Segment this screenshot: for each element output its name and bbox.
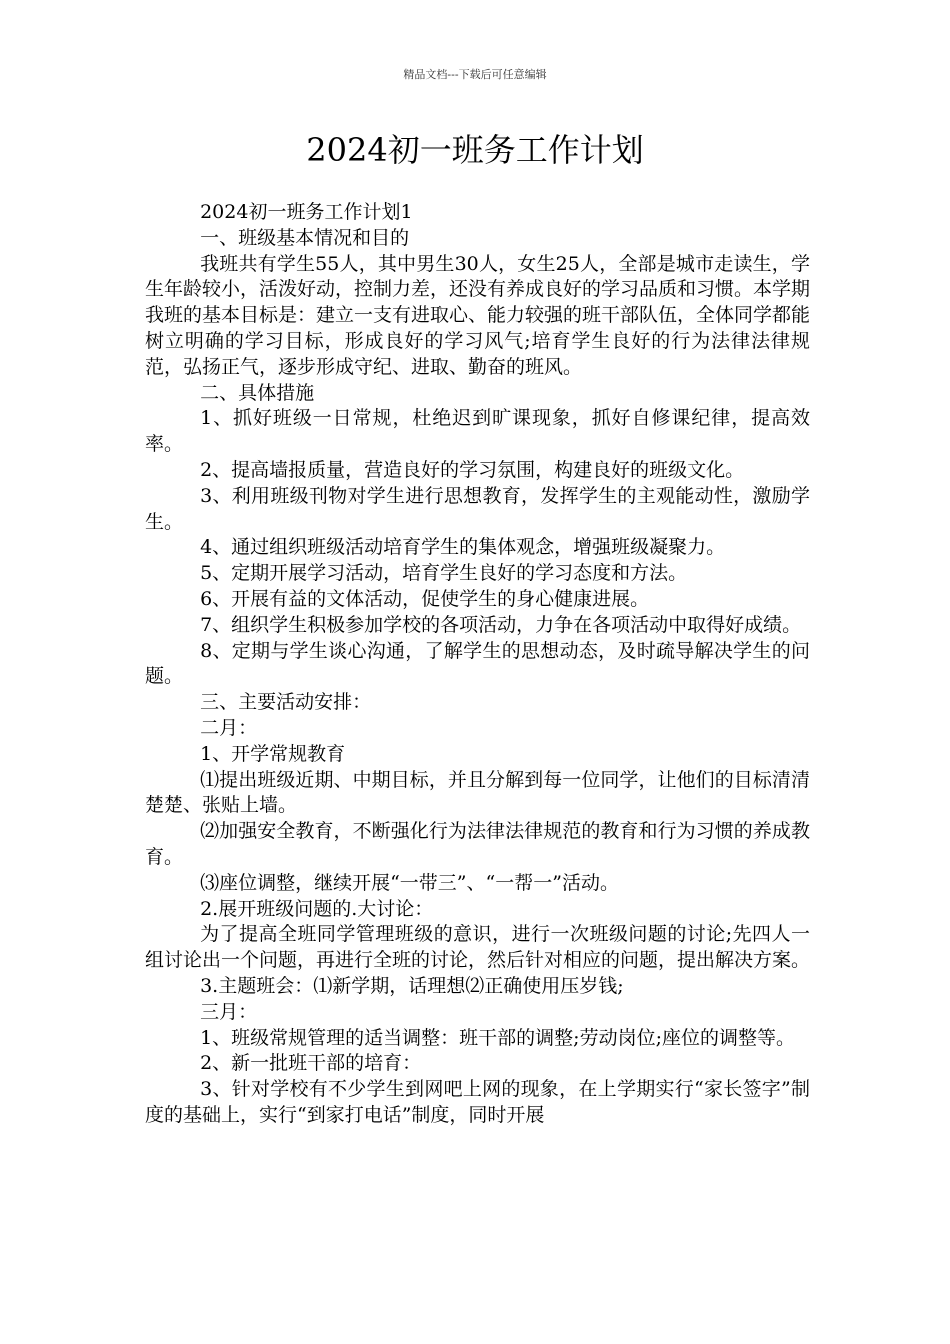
- list-item: 1、班级常规管理的适当调整：班干部的调整;劳动岗位;座位的调整等。: [200, 1026, 795, 1049]
- section-heading: 二、具体措施: [200, 381, 315, 404]
- list-item: 6、开展有益的文体活动，促使学生的身心健康进展。: [200, 587, 650, 610]
- section-heading: 一、班级基本情况和目的: [200, 226, 410, 249]
- month-heading: 二月：: [200, 716, 258, 739]
- list-item: ⑴提出班级近期、中期目标，并且分解到每一位同学，让他们的目标清清楚楚、张贴上墙。: [145, 768, 810, 817]
- list-item: 1、开学常规教育: [200, 742, 346, 765]
- paragraph: 2024初一班务工作计划1: [200, 201, 413, 223]
- section-heading: 三、主要活动安排：: [200, 691, 372, 714]
- document-title: 2024初一班务工作计划: [306, 131, 644, 169]
- list-item: 3、针对学校有不少学生到网吧上网的现象，在上学期实行“家长签字”制度的基础上，实行“到家打电话”制度，同时开展: [145, 1078, 810, 1126]
- list-item: 3.主题班会：⑴新学期，话理想⑵正确使用压岁钱;: [200, 974, 624, 997]
- list-item: 3、利用班级刊物对学生进行思想教育，发挥学生的主观能动性，激励学生。: [145, 484, 810, 533]
- list-item: 1、抓好班级一日常规，杜绝迟到旷课现象，抓好自修课纪律，提高效率。: [145, 407, 810, 456]
- paragraph: 我班共有学生55人，其中男生30人，女生25人，全部是城市走读生，学生年龄较小，活泼好动，控制力差，还没有养成良好的学习品质和习惯。本学期我班的基本目标是：建立一支有进取心、能力较强的班干部队伍，全体同学都能树立明确的学习目标，形成良好的学习风气;培育学生良好的行为法律法律规范，弘扬正气，逐步形成守纪、进取、勤奋的班风。: [145, 252, 811, 378]
- document-body: [145, 200, 810, 1129]
- paragraph: 为了提高全班同学管理班级的意识，进行一次班级问题的讨论;先四人一组讨论出一个问题，再进行全班的讨论，然后针对相应的问题，提出解决方案。: [145, 923, 811, 972]
- list-item: 8、定期与学生谈心沟通，了解学生的思想动态，及时疏导解决学生的问题。: [145, 639, 810, 688]
- list-item: ⑶座位调整，继续开展“一带三”、“一帮一”活动。: [200, 871, 619, 894]
- list-item: 7、组织学生积极参加学校的各项活动，力争在各项活动中取得好成绩。: [200, 613, 802, 636]
- list-item: 5、定期开展学习活动，培育学生良好的学习态度和方法。: [200, 562, 688, 585]
- list-item: 2、提高墙报质量，营造良好的学习氛围，构建良好的班级文化。: [200, 458, 745, 481]
- list-item: 2.展开班级问题的.大讨论：: [200, 897, 434, 920]
- list-item: 2、新一批班干部的培育：: [200, 1052, 422, 1075]
- month-heading: 三月：: [200, 1000, 258, 1023]
- page-header-note: 精品文档---下载后可任意编辑: [403, 68, 547, 81]
- list-item: ⑵加强安全教育，不断强化行为法律法律规范的教育和行为习惯的养成教育。: [145, 820, 810, 868]
- list-item: 4、通过组织班级活动培育学生的集体观念，增强班级凝聚力。: [200, 536, 726, 559]
